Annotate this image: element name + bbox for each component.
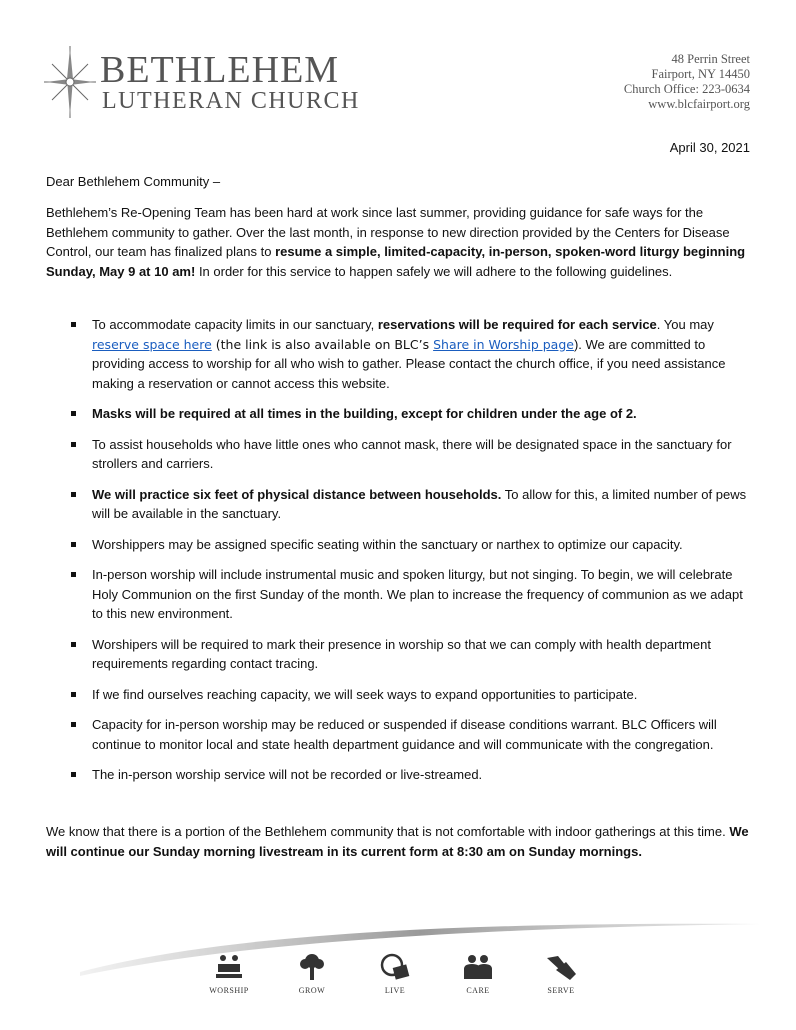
address-website: www.blcfairport.org (648, 97, 750, 111)
item-text: ). We are committed to providing access to worship for all who wish to gather. Please contact the church office, if you need assistance making a reservation or cannot access this website. (92, 336, 726, 391)
list-item (46, 535, 752, 555)
list-item (46, 635, 752, 674)
hands-icon (544, 952, 578, 982)
closing-text: We know that there is a portion of the Bethlehem community that is not comfortable with indoor gatherings at this time. (46, 824, 730, 839)
live-label: LIVE (384, 986, 406, 995)
closing-paragraph (46, 822, 752, 861)
item-text: In-person worship will include instrumental music and spoken liturgy, but not singing. To begin, we will celebrate Holy Communion on the first Sunday of the month. We plan to increase the frequency of communion as we adapt to this new environment. (92, 567, 743, 621)
grow-label: GROW (298, 986, 326, 995)
tree-icon (295, 952, 329, 982)
item-text: To accommodate capacity limits in our sanctuary, (92, 317, 378, 332)
item-bold: We will practice six feet of physical distance between households. (92, 486, 502, 502)
item-text: Worshippers may be assigned specific seating within the sanctuary or narthex to optimize our capacity. (92, 536, 683, 552)
list-item (46, 315, 752, 393)
item-text: To allow for this, a limited number of pews will be available in the sanctuary. (92, 486, 747, 521)
share-in-worship-link[interactable]: Share in Worship page (433, 336, 574, 352)
salutation: Dear Bethlehem Community – (46, 174, 221, 189)
org-name: BETHLEHEM (100, 49, 340, 91)
grow-link[interactable] (283, 952, 341, 1008)
church-address (624, 52, 750, 112)
list-item (46, 565, 752, 624)
item-text: . You may (656, 317, 714, 332)
intro-text: Bethlehem’s Re-Opening Team has been hard at work since last summer, providing guidance for safe ways for the Bethlehem community to gather. Over the last month, in response to new direction provided by the Centers for Disease Control, our team has finalized plans to (46, 205, 730, 259)
list-item (46, 404, 752, 424)
item-text: If we find ourselves reaching capacity, we will seek ways to expand opportunities to participate. (92, 686, 638, 702)
item-bold: reservations will be required for each service (377, 317, 657, 332)
care-link[interactable] (449, 952, 507, 1008)
item-text: To assist households who have little ones who cannot mask, there will be designated space in the sanctuary for strollers and carriers. (92, 436, 732, 471)
list-item (46, 435, 752, 474)
care-label: CARE (466, 986, 490, 995)
list-item (46, 765, 752, 785)
intro-text-end: In order for this service to happen safely we will adhere to the following guidelines. (195, 263, 673, 279)
item-text: (the link is also available on BLC’s (211, 336, 434, 352)
item-bold: Masks will be required at all times in the building, except for children under the age of 2. (92, 406, 637, 421)
church-logo (42, 44, 362, 120)
star-icon (42, 44, 98, 120)
intro-paragraph (46, 203, 752, 281)
worship-label: WORSHIP (209, 986, 249, 995)
address-street: 48 Perrin Street (671, 52, 750, 66)
letter-date: April 30, 2021 (669, 140, 750, 155)
serve-link[interactable] (532, 952, 590, 1008)
live-link[interactable] (366, 952, 424, 1008)
item-text: Capacity for in-person worship may be reduced or suspended if disease conditions warrant. BLC Officers will continue to monitor local and state health department guidance and will communicate with the congregation. (92, 717, 717, 752)
org-subname: LUTHERAN CHURCH (102, 88, 360, 114)
list-item (46, 685, 752, 705)
worship-icon (212, 952, 246, 982)
address-city: Fairport, NY 14450 (651, 67, 750, 81)
intro-highlight: resume a simple, limited-capacity, in-person, spoken-word liturgy beginning Sunday, May 9 at 10 am! (46, 244, 746, 279)
footer-icons (200, 952, 590, 1008)
closing-highlight: We will continue our Sunday morning livestream in its current form at 8:30 am on Sunday mornings. (46, 824, 749, 859)
worship-link[interactable] (200, 952, 258, 1008)
list-item (46, 485, 752, 524)
serve-label: SERVE (547, 986, 575, 995)
guidelines-list (46, 315, 752, 796)
reserve-space-link[interactable]: reserve space here (92, 336, 212, 352)
people-icon (461, 952, 495, 982)
globe-book-icon (378, 952, 412, 982)
address-phone: Church Office: 223-0634 (623, 82, 750, 96)
item-text: The in-person worship service will not be recorded or live-streamed. (92, 767, 483, 782)
item-text: Worshipers will be required to mark their presence in worship so that we can comply with health department requirements regarding contact tracing. (92, 636, 711, 671)
list-item (46, 715, 752, 754)
